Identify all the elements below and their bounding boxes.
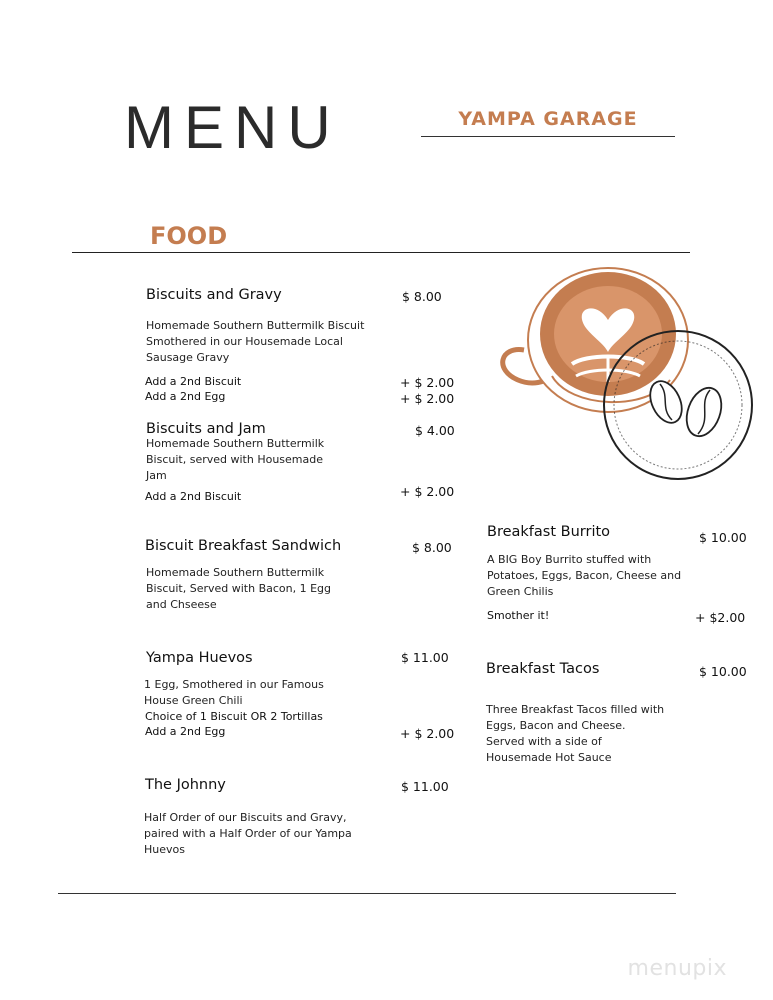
addon-label: Add a 2nd Biscuit [145, 375, 242, 388]
addon-price: + $2.00 [695, 610, 746, 625]
item-name: Biscuit Breakfast Sandwich [145, 538, 342, 554]
item-price: $ 11.00 [401, 650, 449, 665]
restaurant-name: YAMPA GARAGE [458, 108, 638, 130]
section-heading-food: FOOD [150, 222, 228, 250]
item-description: A BIG Boy Burrito stuffed with Potatoes, Eggs, Bacon, Cheese and Green Chilis [487, 553, 682, 598]
brand-divider [421, 136, 675, 137]
item-price: $ 10.00 [699, 530, 747, 545]
item-name: Breakfast Burrito [487, 524, 611, 540]
coffee-beans-icon [644, 376, 728, 441]
item-description: 1 Egg, Smothered in our Famous House Green Chili [144, 678, 324, 707]
item-price: $ 8.00 [402, 289, 442, 304]
footer-divider [58, 893, 676, 894]
item-price: $ 10.00 [699, 664, 747, 679]
addon-label: Smother it! [487, 609, 550, 622]
section-divider [72, 252, 690, 253]
addon-label: Add a 2nd Egg [145, 390, 226, 403]
item-price: $ 4.00 [415, 423, 455, 438]
item-description: Homemade Southern Buttermilk Biscuit, Served with Bacon, 1 Egg and Chseese [146, 566, 332, 611]
coffee-cup-illustration [490, 262, 770, 487]
watermark: menupix [627, 956, 727, 981]
addon-label: Add a 2nd Biscuit [145, 490, 242, 503]
addon-label: Add a 2nd Egg [145, 725, 226, 738]
item-name: Yampa Huevos [146, 650, 253, 666]
item-option: Choice of 1 Biscuit OR 2 Tortillas [145, 710, 323, 723]
item-name: The Johnny [145, 777, 226, 793]
item-description: Three Breakfast Tacos filled with Eggs, Bacon and Cheese. Served with a side of Housemade Hot Sauce [486, 703, 665, 764]
addon-price: + $ 2.00 [400, 391, 455, 406]
item-name: Biscuits and Gravy [146, 287, 282, 303]
item-name: Breakfast Tacos [486, 661, 600, 677]
menu-title: MENU [124, 94, 341, 161]
addon-price: + $ 2.00 [400, 375, 455, 390]
addon-price: + $ 2.00 [400, 726, 455, 741]
item-description: Half Order of our Biscuits and Gravy, paired with a Half Order of our Yampa Huevos [144, 811, 352, 856]
item-description: Homemade Southern Buttermilk Biscuit, served with Housemade Jam [146, 437, 325, 482]
item-name: Biscuits and Jam [146, 421, 266, 437]
item-price: $ 11.00 [401, 779, 449, 794]
item-price: $ 8.00 [412, 540, 452, 555]
addon-price: + $ 2.00 [400, 484, 455, 499]
item-description: Homemade Southern Buttermilk Biscuit Smothered in our Housemade Local Sausage Gravy [146, 319, 365, 364]
